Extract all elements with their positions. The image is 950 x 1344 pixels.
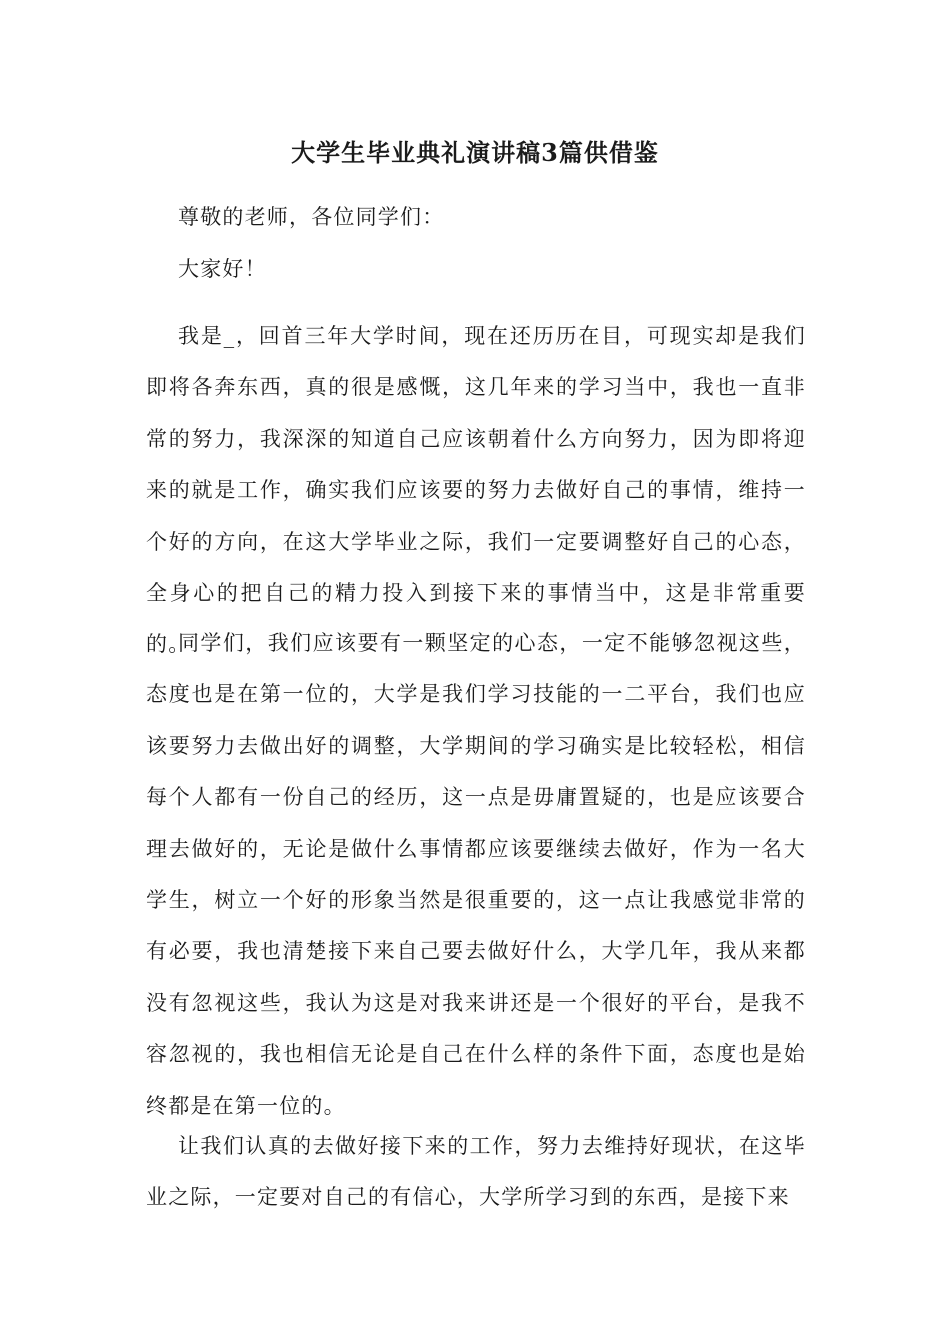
salutation: 尊敬的老师，各位同学们： [178,205,445,229]
body-paragraph: 同学们，我们应该要有一颗坚定的心态，一定不能够忽视这些，态度也是在第一位的，大学是我们学习技能的一二平台，我们也应该要努力去做出好的调整，大学期间的学习确实是比较轻松，相信每个人都有一份自己的经历，这一点是毋庸置疑的，也是应该要合理去做好的，无论是做什么事情都应该要继续去做好，作为一名大学生，树立一个好的形象当然是很重要的，这一点让我感觉非常的有必要，我也清楚接下来自己要去做好什么，大学几年，我从来都没有忽视这些，我认为这是对我来讲还是一个很好的平台，是我不容忽视的，我也相信无论是自己在什么样的条件下面，态度也是始终都是在第一位的。 [146,631,806,1118]
document-title: 大学生毕业典礼演讲稿3篇供借鉴 [291,138,659,167]
body-paragraph: 我是_，回首三年大学时间，现在还历历在目，可现实却是我们即将各奔东西，真的很是感慨，这几年来的学习当中，我也一直非常的努力，我深深的知道自己应该朝着什么方向努力，因为即将迎来的就是工作，确实我们应该要的努力去做好自己的事情，维持一个好的方向，在这大学毕业之际，我们一定要调整好自己的心态，全身心的把自己的精力投入到接下来的事情当中，这是非常重要的。 [146,324,806,657]
greeting: 大家好！ [178,257,267,281]
body-paragraph: 让我们认真的去做好接下来的工作，努力去维持好现状，在这毕业之际，一定要对自己的有信心，大学所学习到的东西，是接下来 [146,1134,806,1210]
